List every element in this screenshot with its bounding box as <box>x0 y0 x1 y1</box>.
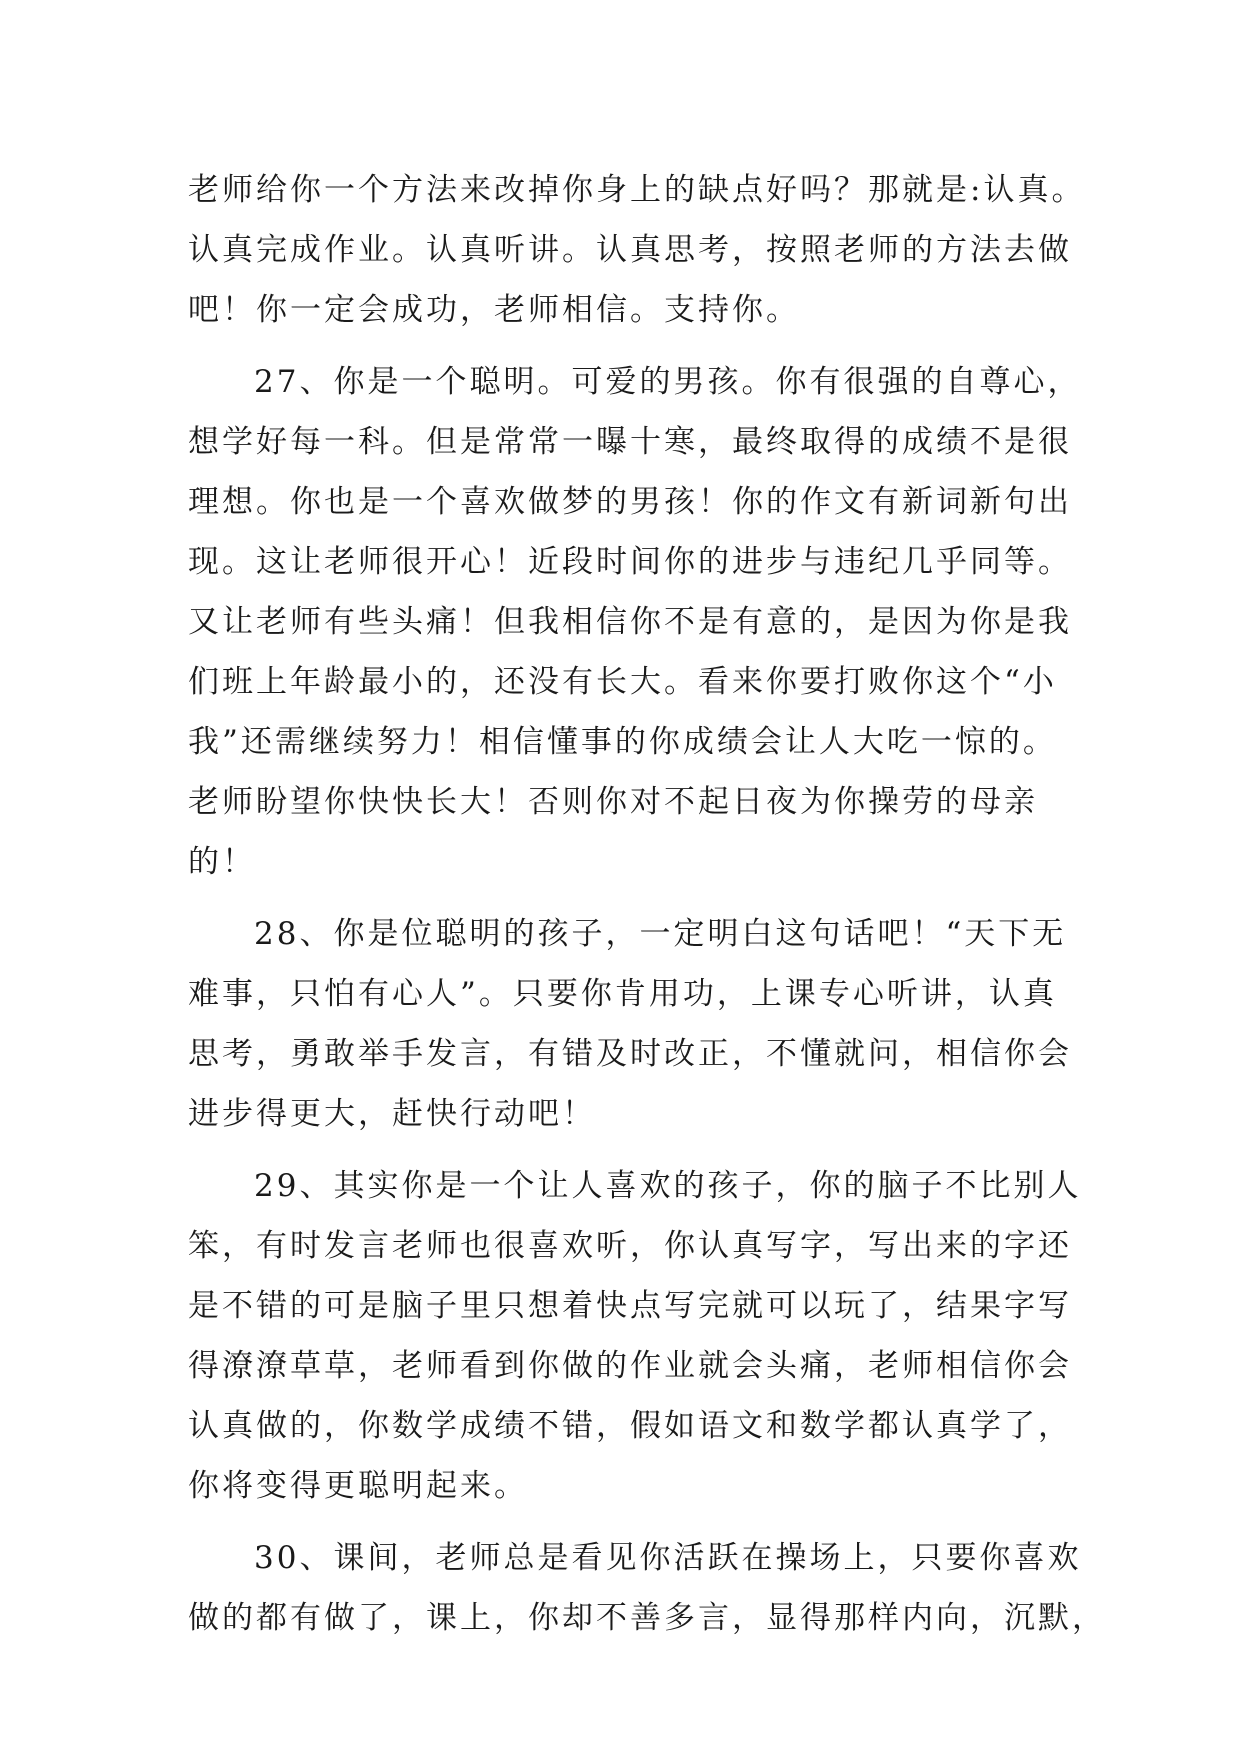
text-line: 你将变得更聪明起来。 <box>188 1468 528 1504</box>
text-line: 29、其实你是一个让人喜欢的孩子，你的脑子不比别人 <box>254 1168 1082 1204</box>
text-line: 现。这让老师很开心！近段时间你的进步与违纪几乎同等。 <box>188 544 1072 580</box>
text-line: 老师盼望你快快长大！否则你对不起日夜为你操劳的母亲 <box>188 784 1038 820</box>
text-line: 我”还需继续努力！相信懂事的你成绩会让人大吃一惊的。 <box>188 724 1057 760</box>
text-line: 27、你是一个聪明。可爱的男孩。你有很强的自尊心， <box>254 364 1082 400</box>
paragraph-26-tail <box>188 160 1088 340</box>
text-line: 思考，勇敢举手发言，有错及时改正，不懂就问，相信你会 <box>188 1036 1072 1072</box>
text-line: 理想。你也是一个喜欢做梦的男孩！你的作文有新词新句出 <box>188 484 1072 520</box>
text-line: 们班上年龄最小的，还没有长大。看来你要打败你这个“小 <box>188 664 1057 700</box>
text-line: 想学好每一科。但是常常一曝十寒，最终取得的成绩不是很 <box>188 424 1072 460</box>
paragraph-29 <box>188 1156 1088 1516</box>
text-line: 是不错的可是脑子里只想着快点写完就可以玩了，结果字写 <box>188 1288 1072 1324</box>
text-line: 28、你是位聪明的孩子，一定明白这句话吧！“天下无 <box>254 916 1067 952</box>
text-line: 又让老师有些头痛！但我相信你不是有意的，是因为你是我 <box>188 604 1072 640</box>
document-page <box>188 160 1106 1648</box>
paragraph-30 <box>188 1528 1106 1648</box>
paragraph-28 <box>188 904 1088 1144</box>
text-line: 做的都有做了，课上，你却不善多言，显得那样内向，沉默， <box>188 1600 1106 1636</box>
text-line: 认真做的，你数学成绩不错，假如语文和数学都认真学了， <box>188 1408 1072 1444</box>
text-line: 得潦潦草草，老师看到你做的作业就会头痛，老师相信你会 <box>188 1348 1072 1384</box>
text-line: 的！ <box>188 844 256 880</box>
text-line: 进步得更大，赶快行动吧！ <box>188 1096 596 1132</box>
text-line: 认真完成作业。认真听讲。认真思考，按照老师的方法去做 <box>188 232 1072 268</box>
text-line: 吧！你一定会成功，老师相信。支持你。 <box>188 292 800 328</box>
text-line: 老师给你一个方法来改掉你身上的缺点好吗？那就是:认真。 <box>188 172 1086 208</box>
text-line: 30、课间，老师总是看见你活跃在操场上，只要你喜欢 <box>254 1540 1082 1576</box>
paragraph-27 <box>188 352 1088 892</box>
text-line: 笨，有时发言老师也很喜欢听，你认真写字，写出来的字还 <box>188 1228 1072 1264</box>
text-line: 难事，只怕有心人”。只要你肯用功，上课专心听讲，认真 <box>188 976 1057 1012</box>
